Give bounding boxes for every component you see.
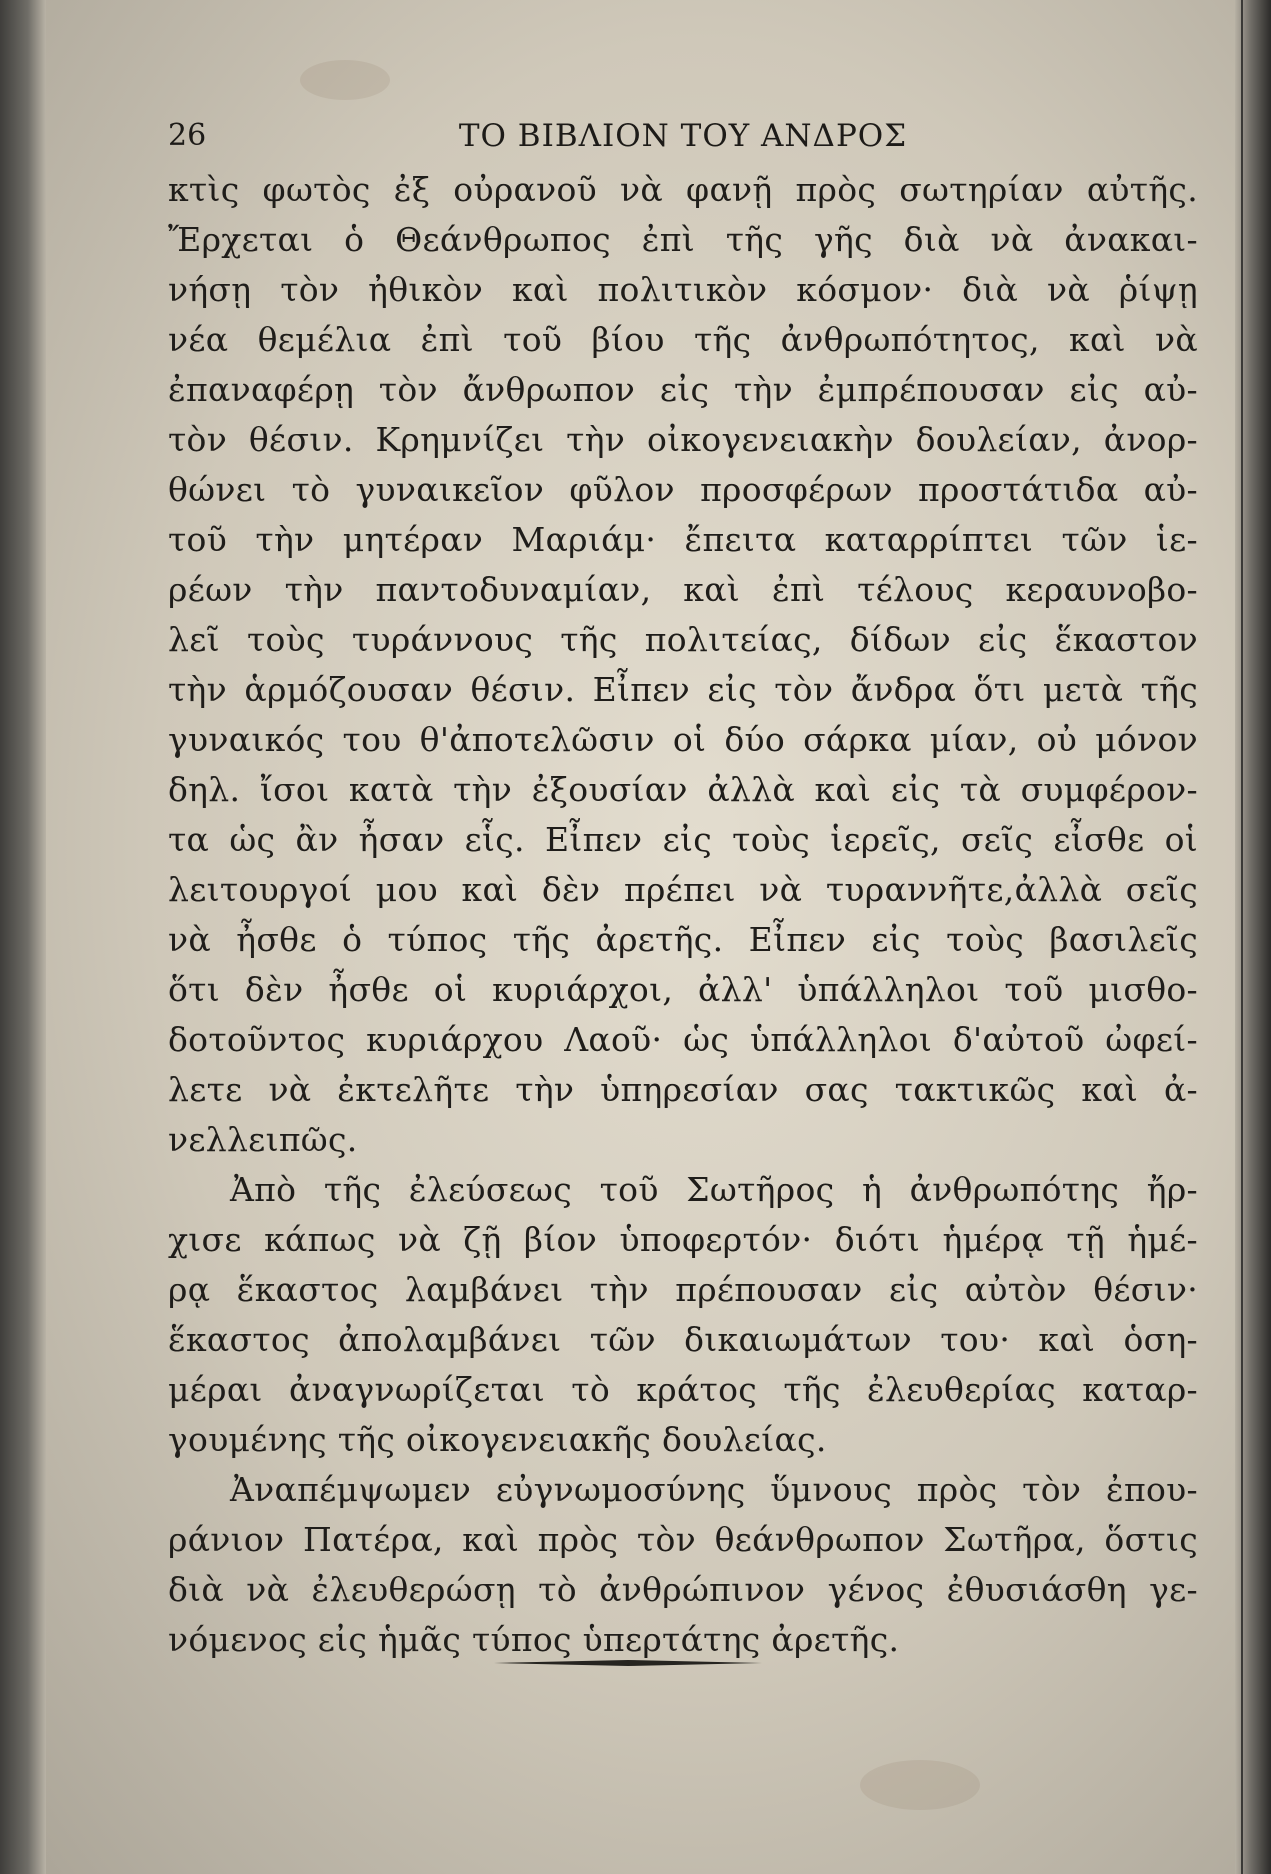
text-line: τα ὡς ἂν ἦσαν εἷς. Εἶπεν εἰς τοὺς ἱερεῖς, σεῖς εἶσθε οἱ — [168, 820, 1198, 859]
text-line: γουμένης τῆς οἰκογενειακῆς δουλείας. — [168, 1420, 827, 1459]
text-line: ρᾳ ἕκαστος λαμβάνει τὴν πρέπουσαν εἰς αὐτὸν θέσιν· — [168, 1270, 1198, 1309]
paragraph-start-line: Ἀπὸ τῆς ἐλεύσεως τοῦ Σωτῆρος ἡ ἀνθρωπότης ἤρ- — [230, 1170, 1198, 1209]
text-line: διὰ νὰ ἐλευθερώσῃ τὸ ἀνθρώπινον γένος ἐθυσιάσθη γε- — [168, 1570, 1198, 1609]
text-line: τοῦ τὴν μητέραν Μαριάμ· ἔπειτα καταρρίπτει τῶν ἱε- — [168, 520, 1198, 559]
text-line: λειτουργοί μου καὶ δὲν πρέπει νὰ τυραννῆτε,ἀλλὰ σεῖς — [168, 870, 1198, 909]
text-line: τὴν ἁρμόζουσαν θέσιν. Εἶπεν εἰς τὸν ἄνδρα ὅτι μετὰ τῆς — [168, 670, 1198, 709]
paper-stain — [300, 60, 390, 100]
text-line: δηλ. ἴσοι κατὰ τὴν ἐξουσίαν ἀλλὰ καὶ εἰς τὰ συμφέρον- — [168, 770, 1198, 809]
text-line: νὰ ἦσθε ὁ τύπος τῆς ἀρετῆς. Εἶπεν εἰς τοὺς βασιλεῖς — [168, 920, 1198, 959]
text-line: Ἔρχεται ὁ Θεάνθρωπος ἐπὶ τῆς γῆς διὰ νὰ ἀνακαι- — [168, 220, 1198, 259]
text-line: νέα θεμέλια ἐπὶ τοῦ βίου τῆς ἀνθρωπότητος, καὶ νὰ — [168, 320, 1198, 359]
text-line: νόμενος εἰς ἡμᾶς τύπος ὑπερτάτης ἀρετῆς. — [168, 1620, 900, 1659]
page-edge — [1235, 0, 1271, 1874]
page-header — [168, 118, 1198, 158]
page-number: 26 — [168, 118, 207, 153]
text-line: λετε νὰ ἐκτελῆτε τὴν ὑπηρεσίαν σας τακτικῶς καὶ ἀ- — [168, 1070, 1198, 1109]
book-gutter — [0, 0, 46, 1874]
tailpiece-rule — [494, 1659, 762, 1667]
text-line: θώνει τὸ γυναικεῖον φῦλον προσφέρων προστάτιδα αὐ- — [168, 470, 1198, 509]
text-line: ρέων τὴν παντοδυναμίαν, καὶ ἐπὶ τέλους κεραυνοβο- — [168, 570, 1198, 609]
text-line: ράνιον Πατέρα, καὶ πρὸς τὸν θεάνθρωπον Σωτῆρα, ὅστις — [168, 1520, 1198, 1559]
text-line: ἐπαναφέρῃ τὸν ἄνθρωπον εἰς τὴν ἐμπρέπουσαν εἰς αὐ- — [168, 370, 1198, 409]
body-text — [168, 165, 1198, 1665]
text-line: ἕκαστος ἀπολαμβάνει τῶν δικαιωμάτων του· καὶ ὁση- — [168, 1320, 1198, 1359]
text-line: νελλειπῶς. — [168, 1120, 358, 1159]
running-head: ΤΟ ΒΙΒΛΙΟΝ ΤΟΥ ΑΝΔΡΟΣ — [458, 118, 908, 154]
paper-stain — [860, 1760, 980, 1810]
text-line: γυναικός του θ'ἀποτελῶσιν οἱ δύο σάρκα μίαν, οὐ μόνον — [168, 720, 1198, 759]
text-line: κτὶς φωτὸς ἐξ οὐρανοῦ νὰ φανῇ πρὸς σωτηρίαν αὐτῆς. — [168, 170, 1198, 209]
paragraph-start-line: Ἀναπέμψωμεν εὐγνωμοσύνης ὕμνους πρὸς τὸν ἐπου- — [230, 1470, 1198, 1509]
text-line: ὅτι δὲν ἦσθε οἱ κυριάρχοι, ἀλλ' ὑπάλληλοι τοῦ μισθο- — [168, 970, 1198, 1009]
text-line: μέραι ἀναγνωρίζεται τὸ κράτος τῆς ἐλευθερίας καταρ- — [168, 1370, 1198, 1409]
text-line: δοτοῦντος κυριάρχου Λαοῦ· ὡς ὑπάλληλοι δ'αὐτοῦ ὠφεί- — [168, 1020, 1198, 1059]
text-line: χισε κάπως νὰ ζῇ βίον ὑποφερτόν· διότι ἡμέρᾳ τῇ ἡμέ- — [168, 1220, 1198, 1259]
text-line: λεῖ τοὺς τυράννους τῆς πολιτείας, δίδων εἰς ἕκαστον — [168, 620, 1198, 659]
ornamental-rule-icon — [494, 1659, 762, 1667]
text-line: νήσῃ τὸν ἠθικὸν καὶ πολιτικὸν κόσμον· διὰ νὰ ῥίψῃ — [168, 270, 1198, 309]
text-line: τὸν θέσιν. Κρημνίζει τὴν οἰκογενειακὴν δουλείαν, ἀνορ- — [168, 420, 1198, 459]
